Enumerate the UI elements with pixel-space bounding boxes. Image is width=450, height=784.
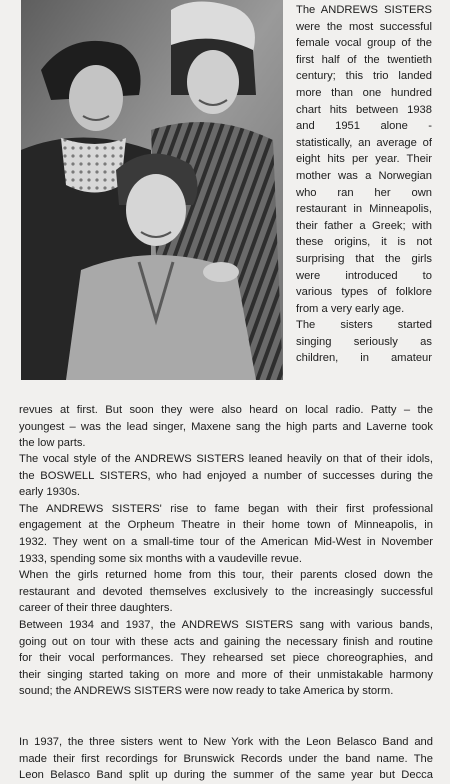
text-line: engagement at the Orpheum Theatre in their home town of Minneapolis, in <box>19 519 433 532</box>
text-line: mother was a Norwegian <box>296 169 432 182</box>
paragraph-new-york-1937 <box>19 734 433 784</box>
text-line: The ANDREWS SISTERS' rise to fame began with their first professional <box>19 502 433 515</box>
text-line: career of their three daughters. <box>19 602 173 615</box>
paragraph-revues <box>19 402 433 452</box>
text-line: from a very early age. <box>296 302 405 315</box>
text-line: for their vocal performances. They rehearsed set piece choreographies, and <box>19 652 433 665</box>
text-line: youngest – was the lead singer, Maxene sang the high parts and Laverne took <box>19 420 433 433</box>
text-line: female vocal group of the <box>296 37 432 50</box>
text-line: revues at first. But soon they were also heard on local radio. Patty – the <box>19 404 433 416</box>
paragraph-career-history <box>19 451 433 700</box>
text-line: various types of folklore <box>296 286 432 299</box>
text-line: early 1930s. <box>19 486 80 499</box>
text-line: the BOSWELL SISTERS, who had enjoyed a number of successes during the <box>19 469 433 482</box>
text-line: 1933, spending some six months with a vaudeville revue. <box>19 552 302 565</box>
text-line: sound; the ANDREWS SISTERS were now ready to take America by storm. <box>19 685 394 698</box>
text-line: the low parts. <box>19 437 86 450</box>
text-line: their father a Greek; with <box>296 219 432 232</box>
text-line: 1932. They went on a small-time tour of the American Mid-West in November <box>19 535 433 548</box>
text-line: children, in amateur <box>296 352 432 365</box>
text-line: singing seriously as <box>296 335 432 348</box>
text-line: eight hits per year. Their <box>296 153 432 166</box>
text-line: The ANDREWS SISTERS <box>296 4 432 16</box>
text-line: were introduced to <box>296 269 432 282</box>
text-line: restaurant and devoted themselves exclusively to the increasingly successful <box>19 585 433 598</box>
intro-text-column <box>296 2 432 367</box>
text-line: more than one hundred <box>296 86 432 99</box>
text-line: their singing started taking on more and more of their unmistakable harmony <box>19 668 433 681</box>
text-line: The sisters started <box>296 319 432 332</box>
text-line: restaurant in Minneapolis, <box>296 203 432 216</box>
text-line: When the girls returned home from this tour, their parents closed down the <box>19 569 433 582</box>
text-line: made their first recordings for Brunswick Records under the band name. The <box>19 752 433 765</box>
text-line: chart hits between 1938 <box>296 103 432 116</box>
text-line: Between 1934 and 1937, the ANDREWS SISTERS sang with various bands, <box>19 618 433 631</box>
photo-illustration <box>21 0 283 380</box>
text-line: were the most successful <box>296 20 432 33</box>
text-line: Leon Belasco Band split up during the summer of the same year but Decca <box>19 769 433 782</box>
text-line: century; this trio landed <box>296 70 432 83</box>
text-line: first half of the twentieth <box>296 53 432 66</box>
text-line: going out on tour with these acts and gaining the necessary finish and routine <box>19 635 433 648</box>
text-line: statistically, an average of <box>296 136 432 149</box>
text-line: who ran her own <box>296 186 432 199</box>
text-line: In 1937, the three sisters went to New York with the Leon Belasco Band and <box>19 736 433 748</box>
text-line: surprising that the girls <box>296 252 432 265</box>
text-line: these origins, it is not <box>296 236 432 249</box>
text-line: The vocal style of the ANDREWS SISTERS leaned heavily on that of their idols, <box>19 453 433 465</box>
text-line: and 1951 alone - <box>296 120 432 133</box>
andrews-sisters-photo <box>21 0 283 380</box>
